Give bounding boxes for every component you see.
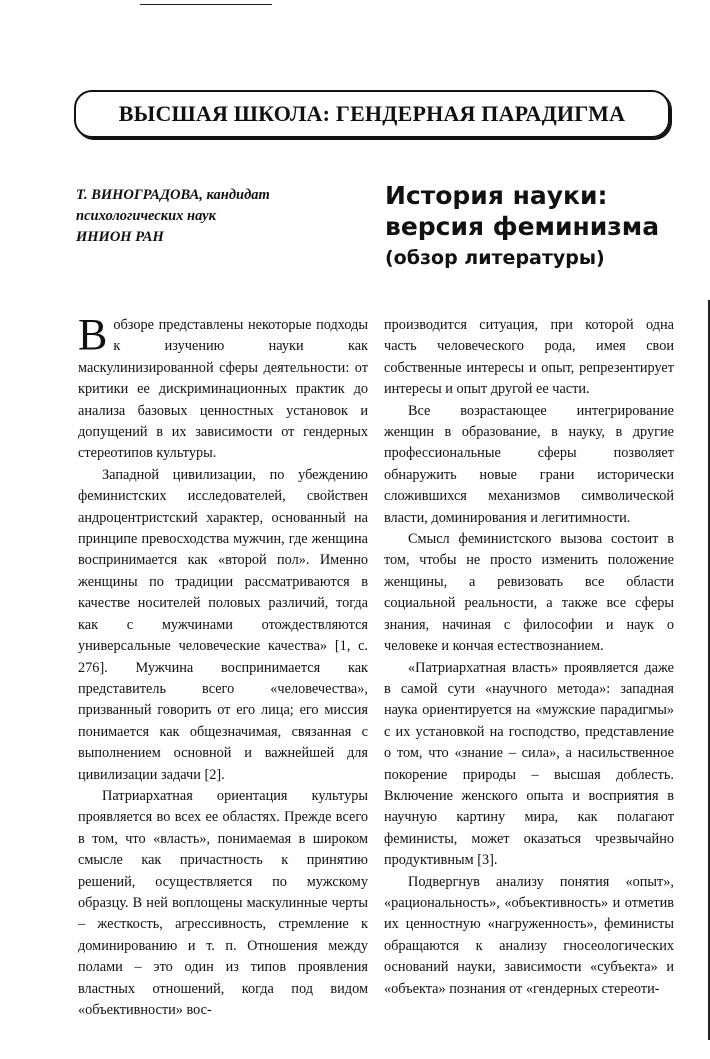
paragraph-text: обзоре представлены некоторые подходы к изучению науки как маскулинизированной сферы деятельности: от критики ее дискриминационных практик до анализа базовых ценностных установок и допущений в их зависимости от гендерных стереотипов культуры.: [78, 317, 368, 462]
left-column: [78, 310, 368, 1021]
paragraph: «Патриархатная власть» проявляется даже в самой сути «научного метода»: западная наука ориентируется на «мужские парадигмы» с их установкой на господство, представление о том, что «знание – сила», а насильственное покорение природы – высшая доблесть. Включение женского опыта и восприятия в научную картину мира, как полагают феминисты, может оказаться чрезвычайно продуктивным [3].: [384, 659, 674, 869]
paragraph: Все возрастающее интегрирование женщин в образование, в науку, в другие профессиональные сферы позволяет обнаружить новые грани исторически сложившихся механизмов символической власти, доминирования и легитимности.: [384, 402, 674, 526]
paragraph: Подвергнув анализу понятия «опыт», «рациональность», «объективность» и отметив их ценностную «нагруженность», феминисты обращаются к анализу гносеологических оснований науки, зависимости «субъекта» и «объекта» познания от «гендерных стереоти-: [384, 873, 674, 997]
author-block: [76, 185, 356, 248]
paragraph: Патриархатная ориентация культуры проявляется во всех ее областях. Прежде всего в том, что «власть», понимаемая в широком смысле как причастность к принятию решений, осуществляется по мужскому образцу. В ней воплощены маскулинные черты – жесткость, агрессивность, стремление к доминированию и т. п. Отношения между полами – это один из типов проявления властных отношений, когда под видом «объективности» вос-: [78, 787, 368, 1018]
top-rule: [140, 4, 272, 5]
title-line-2: версия феминизма: [385, 212, 660, 241]
article-title: [385, 180, 705, 272]
author-affiliation: ИНИОН РАН: [76, 229, 164, 245]
paragraph: [78, 310, 368, 465]
section-banner-text: ВЫСШАЯ ШКОЛА: ГЕНДЕРНАЯ ПАРАДИГМА: [118, 101, 626, 126]
right-column: [384, 315, 674, 1000]
title-line-1: История науки:: [385, 181, 608, 210]
author-degree: психологических наук: [76, 208, 216, 224]
article-subtitle: (обзор литературы): [385, 247, 605, 269]
paragraph: Западной цивилизации, по убеждению феминистских исследователей, свойствен андроцентристский характер, основанный на принципе превосходства мужчин, где женщина воспринимается как «второй пол». Именно женщины по традиции рассматриваются в качестве носителей половых различий, тогда как с мужчинами отождествляются универсальные человеческие качества» [1, с. 276]. Мужчина воспринимается как представитель всего «человечества», призванный говорить от его лица; его миссия понимается как общезначимая, связанная с выполнением основной и важнейшей для цивилизации задачи [2].: [78, 466, 368, 783]
paragraph: Смысл феминистского вызова состоит в том, чтобы не просто изменить положение женщины, а ревизовать все области социальной реальности, а также все сферы знания, начиная с философии и наук о человеке и кончая естествознанием.: [384, 531, 674, 655]
paragraph: производится ситуация, при которой одна часть человеческого рода, имея свои собственные интересы и опыт, репрезентирует интересы и опыт другой ее части.: [384, 317, 674, 398]
author-name: Т. ВИНОГРАДОВА, кандидат: [76, 187, 270, 203]
drop-cap: В: [78, 310, 108, 359]
section-banner: [74, 90, 670, 138]
